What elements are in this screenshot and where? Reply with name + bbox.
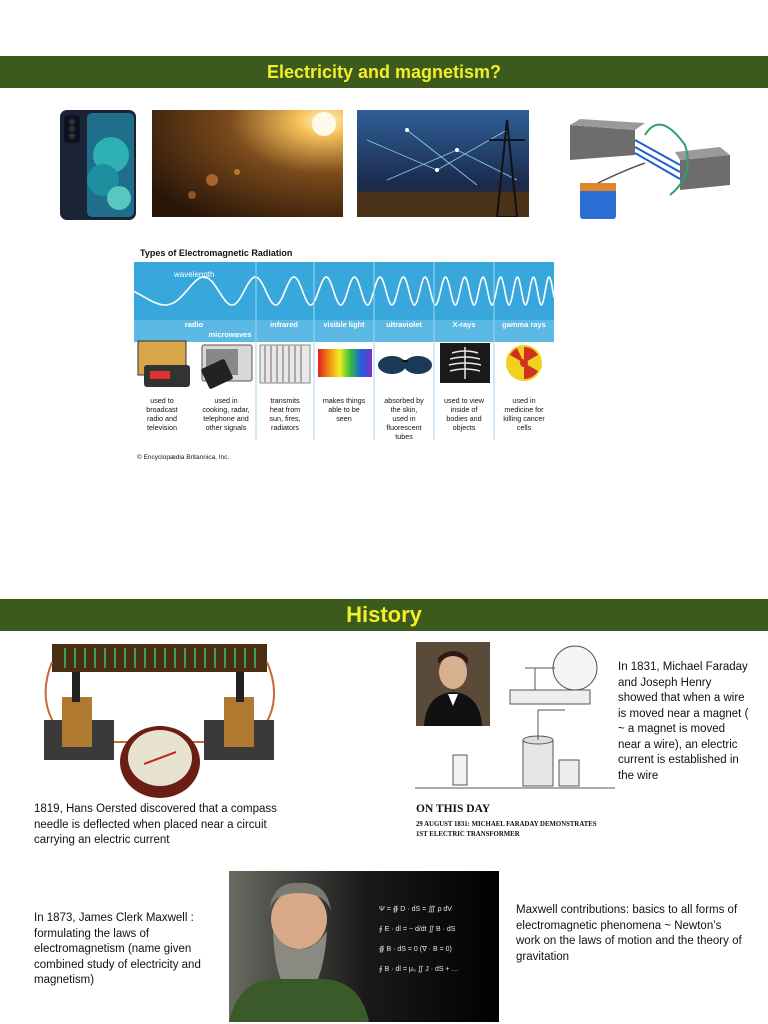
slide1-title: Electricity and magnetism? — [266, 62, 502, 82]
radiation-symbol-icon — [506, 345, 542, 381]
em-radiation-chart — [134, 245, 554, 465]
gamma-desc-2: medicine for — [504, 405, 544, 414]
radio-desc-3: radio and — [147, 414, 177, 423]
slide2-title: History — [346, 602, 422, 627]
xrays-desc-1: used to view — [444, 396, 484, 405]
em-chart-title: Types of Electromagnetic Radiation — [140, 248, 293, 258]
sunlight-image — [152, 110, 343, 217]
on-this-day-caption — [416, 820, 597, 840]
visible-desc-3: seen — [336, 414, 352, 423]
xray-chest-icon — [440, 343, 490, 383]
power-grid-image — [357, 110, 529, 217]
band-name-infrared: infrared — [270, 320, 298, 329]
svg-text:∯ B · dS = 0 (∇ · B = 0): ∯ B · dS = 0 (∇ · B = 0) — [379, 946, 452, 953]
band-name-radio: radio — [184, 320, 204, 329]
smartphone-image — [59, 110, 137, 220]
visible-desc-2: able to be — [328, 405, 360, 414]
svg-text:Ψ = ∯ D · dS = ∭ ρ dV: Ψ = ∯ D · dS = ∭ ρ dV — [379, 906, 452, 913]
infrared-desc-3: sun, fires, — [269, 414, 301, 423]
maxwell-portrait-equations — [229, 871, 499, 1022]
microwaves-desc-4: other signals — [205, 423, 247, 432]
ultraviolet-desc-2: the skin, — [390, 405, 418, 414]
slide2-title-banner — [0, 599, 768, 631]
ultraviolet-desc-3: used in — [392, 414, 416, 423]
on-this-day-caption-line1: 29 AUGUST 1831: MICHAEL FARADAY DEMONSTRATES — [416, 821, 597, 828]
svg-text:∮ B · dl = μ₀ ∬ J · dS + …: ∮ B · dl = μ₀ ∬ J · dS + … — [379, 966, 459, 973]
radio-desc-1: used to — [150, 396, 174, 405]
radio-desc-2: broadcast — [146, 405, 178, 414]
em-chart-credit: © Encyclopædia Britannica, Inc. — [137, 454, 230, 461]
maxwell-contributions-text: Maxwell contributions: basics to all forms of electromagnetic phenomena ~ Newton’s work on the laws of motion and the theory of gravitation — [516, 904, 742, 963]
wavelength-label: wavelength — [174, 270, 215, 279]
oersted-apparatus-image — [40, 642, 280, 802]
svg-text:∮ E · dl = − d/dt ∬ B · dS: ∮ E · dl = − d/dt ∬ B · dS — [379, 926, 456, 933]
radiator-icon — [260, 345, 310, 383]
xrays-desc-3: bodies and — [446, 414, 482, 423]
band-name-gamma-rays: gamma rays — [502, 320, 546, 329]
band-name-x-rays: X-rays — [452, 320, 476, 329]
magnetic-field-diagram — [565, 115, 735, 225]
band-name-ultraviolet: ultraviolet — [386, 320, 422, 329]
microwaves-desc-1: used in — [214, 396, 238, 405]
gamma-desc-4: cells — [516, 423, 532, 432]
visible-desc-1: makes things — [322, 396, 366, 405]
faraday-text: In 1831, Michael Faraday and Joseph Henry showed that when a wire is moved near a magnet ( ~ a magnet is moved near a wire), an electric current is established in the wire — [618, 661, 749, 782]
ultraviolet-desc-1: absorbed by — [384, 396, 424, 405]
radio-desc-4: television — [147, 423, 177, 432]
band-name-visible-light: visible light — [323, 320, 365, 329]
gamma-desc-1: used in — [512, 396, 536, 405]
xrays-desc-4: objects — [452, 423, 476, 432]
ultraviolet-desc-5: tubes — [395, 432, 413, 441]
on-this-day-caption-line2: 1ST ELECTRIC TRANSFORMER — [416, 831, 520, 838]
ultraviolet-desc-4: fluorescent — [386, 423, 422, 432]
visible-spectrum-icon — [318, 349, 372, 377]
band-name-microwaves: microwaves — [208, 330, 252, 339]
infrared-desc-2: heat from — [269, 405, 301, 414]
sunglasses-icon — [378, 356, 432, 374]
microwaves-desc-3: telephone and — [203, 414, 249, 423]
microwaves-desc-2: cooking, radar, — [202, 405, 250, 414]
infrared-desc-1: transmits — [270, 396, 300, 405]
maxwell-text: In 1873, James Clerk Maxwell : formulating the laws of electromagnetism (name given combined study of electricity and magnetism) — [34, 912, 201, 986]
oersted-text: 1819, Hans Oersted discovered that a compass needle is deflected when placed near a circuit carrying an electric current — [34, 803, 277, 846]
slide1-title-banner — [0, 56, 768, 88]
on-this-day-heading: ON THIS DAY — [416, 803, 491, 815]
gamma-desc-3: killing cancer — [503, 414, 545, 423]
infrared-desc-4: radiators — [271, 423, 299, 432]
xrays-desc-2: inside of — [450, 405, 478, 414]
faraday-apparatus-engraving — [415, 640, 615, 800]
